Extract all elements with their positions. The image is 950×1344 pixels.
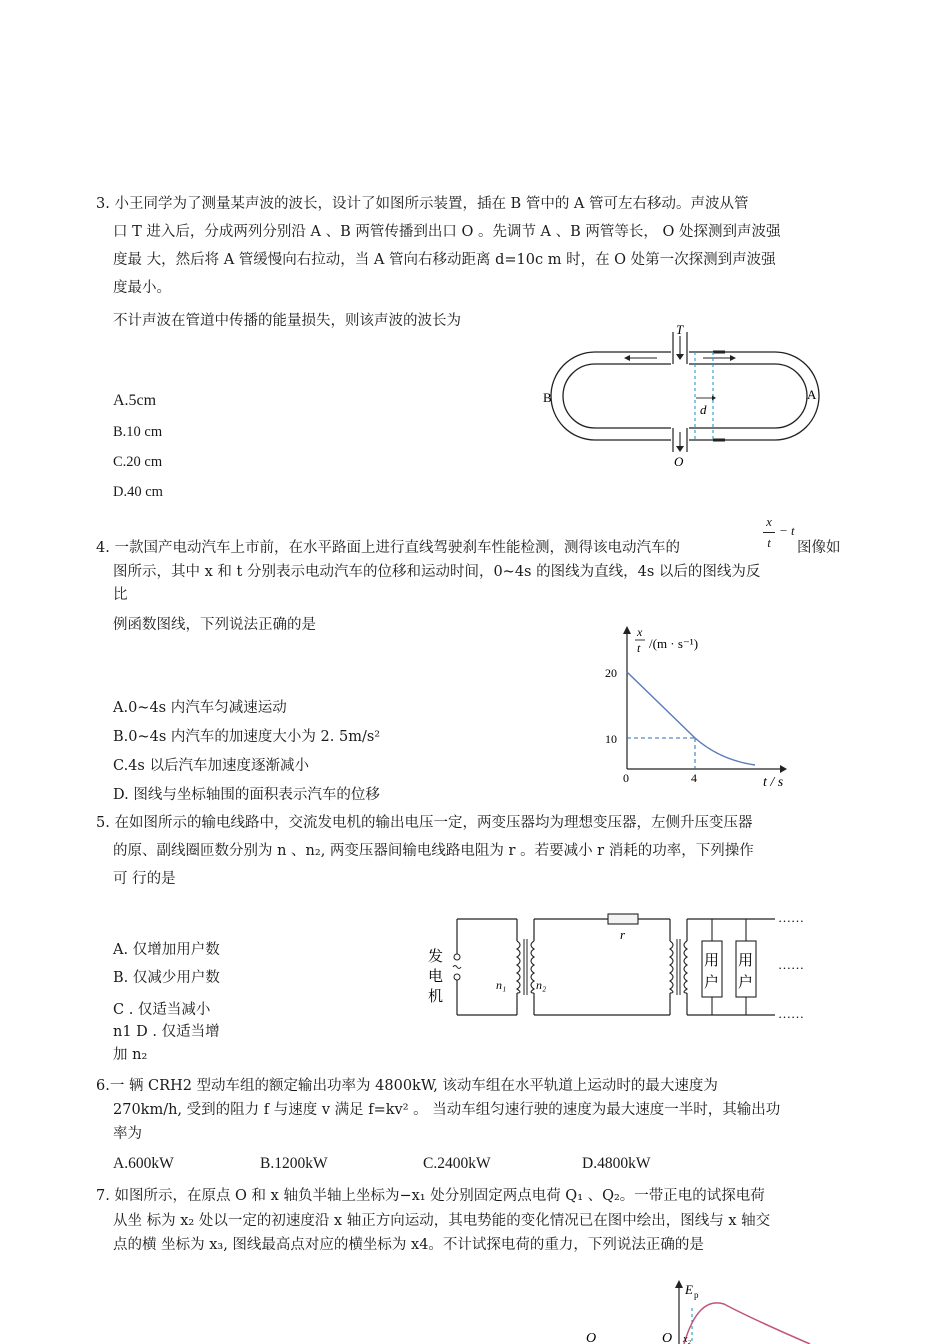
q5-dots-middle: ……: [778, 957, 804, 972]
q7-origin-label-left: O: [586, 1331, 597, 1344]
q5-user2-char-1: 用: [738, 953, 754, 969]
q5-option-b: B. 仅减少用户数: [113, 970, 220, 986]
q6-line-3: 率为: [113, 1126, 142, 1142]
q7-line-3: 点的横 坐标为 x₃, 图线最高点对应的横坐标为 x4。不计试探电荷的重力，下列说法正确的是: [113, 1237, 704, 1253]
q6-line-1: 6.一 辆 CRH2 型动车组的额定输出功率为 4800kW, 该动车组在水平轨道上运动时的最大速度为: [96, 1078, 718, 1094]
q5-user1-char-2: 户: [704, 975, 720, 991]
q4-option-b: B.0~4s 内汽车的加速度大小为 2. 5m/s²: [113, 729, 381, 745]
q5-label-n2: n₂: [536, 978, 547, 992]
q3-fig-label-t: T: [676, 322, 684, 337]
q4-y-label-num: x: [637, 625, 643, 639]
q4-x-tick-0: 0: [623, 771, 629, 785]
q3-fig-label-a: A: [807, 387, 817, 402]
q4-line-1: 4. 一款国产电动汽车上市前，在水平路面上进行直线驾驶刹车性能检测，测得该电动汽车的: [96, 540, 680, 556]
q5-user1-char-1: 用: [704, 953, 720, 969]
q5-label-r: r: [620, 927, 626, 942]
q4-line-2: 图所示，其中 x 和 t 分别表示电动汽车的位移和运动时间，0~4s 的图线为直线，4s 以后的图线为反: [113, 564, 761, 580]
q3-line-3: 度最 大，然后将 A 管缓慢向右拉动，当 A 管向右移动距离 d=10c m 时，在 O 处第一次探测到声波强: [113, 252, 776, 268]
q7-ep-subscript: p: [694, 1290, 699, 1300]
q5-user2-char-2: 户: [738, 975, 754, 991]
q5-line-3: 可 行的是: [113, 871, 176, 887]
q3-option-a: A.5cm: [113, 392, 157, 409]
q7-origin-label: O: [662, 1331, 673, 1344]
q4-xt-graph: [595, 622, 795, 792]
q4-line-1-tail: 图像如: [797, 540, 841, 556]
q4-option-c: C.4s 以后汽车加速度逐渐减小: [113, 758, 309, 774]
q4-x-tick-4: 4: [691, 771, 697, 785]
q4-frac-bar: [763, 532, 775, 533]
q6-option-c: C.2400kW: [423, 1155, 491, 1172]
q7-ep-label: E: [685, 1282, 693, 1297]
q6-line-2: 270km/h, 受到的阻力 f 与速度 v 满足 f=kv² 。 当动车组匀速行驶的速度为最大速度一半时，其输出功: [113, 1102, 781, 1118]
q4-line-3: 比: [113, 587, 128, 603]
q3-option-c: C.20 cm: [113, 454, 163, 470]
q3-fig-label-b: B: [543, 390, 552, 405]
q6-option-b: B.1200kW: [260, 1155, 328, 1172]
q5-dots-bottom: ……: [778, 1006, 804, 1021]
q7-x2-label: x₂: [683, 1334, 691, 1344]
q3-line-1: 3. 小王同学为了测量某声波的波长，设计了如图所示装置，插在 B 管中的 A 管可左右移动。声波从管: [96, 196, 749, 212]
q5-generator-char-1: 发: [428, 949, 444, 965]
q3-option-d: D.40 cm: [113, 484, 163, 500]
q7-ep-graph: [580, 1278, 820, 1344]
q7-line-2: 从坐 标为 x₂ 处以一定的初速度沿 x 轴正方向运动，其电势能的变化情况已在图中绘出，图线与 x 轴交: [113, 1213, 771, 1229]
q4-frac-suffix: − t: [779, 523, 795, 538]
q3-line-4: 度最小。: [113, 280, 171, 296]
q3-fig-label-d: d: [700, 402, 707, 417]
q4-option-d: D. 图线与坐标轴围的面积表示汽车的位移: [113, 787, 380, 803]
q4-frac-denominator: t: [767, 535, 771, 550]
q5-label-n1: n₁: [496, 978, 507, 992]
q3-option-b: B.10 cm: [113, 424, 163, 440]
q5-dots-top: ……: [778, 910, 804, 925]
q5-option-d: n1 D . 仅适当增: [113, 1024, 220, 1040]
q3-line-2: 口 T 进入后，分成两列分别沿 A 、B 两管传播到出口 O 。先调节 A 、B 两管等长， O 处探测到声波强: [113, 224, 781, 240]
q4-frac-numerator: x: [766, 514, 772, 529]
q6-option-d: D.4800kW: [582, 1155, 651, 1172]
q5-generator-char-2: 电: [428, 969, 444, 985]
q4-line-4: 例函数图线，下列说法正确的是: [113, 617, 316, 633]
q5-generator-char-3: 机: [428, 989, 444, 1005]
q4-y-unit: /(m · s⁻¹): [649, 636, 699, 651]
q3-tube-figure: [535, 322, 835, 472]
q5-option-a: A. 仅增加用户数: [113, 942, 220, 958]
q5-option-d-tail: 加 n₂: [113, 1047, 148, 1063]
q5-line-2: 的原、副线圈匝数分别为 n 、n₂, 两变压器间输电线路电阻为 r 。若要减小 r 消耗的功率，下列操作: [113, 843, 754, 859]
q5-circuit-figure: [420, 905, 820, 1025]
q5-option-c: C . 仅适当减小: [113, 1002, 211, 1018]
q4-option-a: A.0~4s 内汽车匀减速运动: [113, 700, 287, 716]
q5-line-1: 5. 在如图所示的输电线路中，交流发电机的输出电压一定，两变压器均为理想变压器，左侧升压变压器: [96, 815, 753, 831]
q4-y-tick-10: 10: [605, 732, 617, 746]
q4-y-tick-20: 20: [605, 666, 617, 680]
q3-fig-label-o: O: [674, 454, 684, 469]
q3-stem-2: 不计声波在管道中传播的能量损失，则该声波的波长为: [113, 313, 461, 329]
q4-y-label-den: t: [637, 641, 641, 655]
q4-x-label: t / s: [763, 775, 784, 790]
q7-line-1: 7. 如图所示，在原点 O 和 x 轴负半轴上坐标为−x₁ 处分别固定两点电荷 Q₁ 、Q₂。一带正电的试探电荷: [96, 1188, 765, 1204]
q6-option-a: A.600kW: [113, 1155, 174, 1172]
